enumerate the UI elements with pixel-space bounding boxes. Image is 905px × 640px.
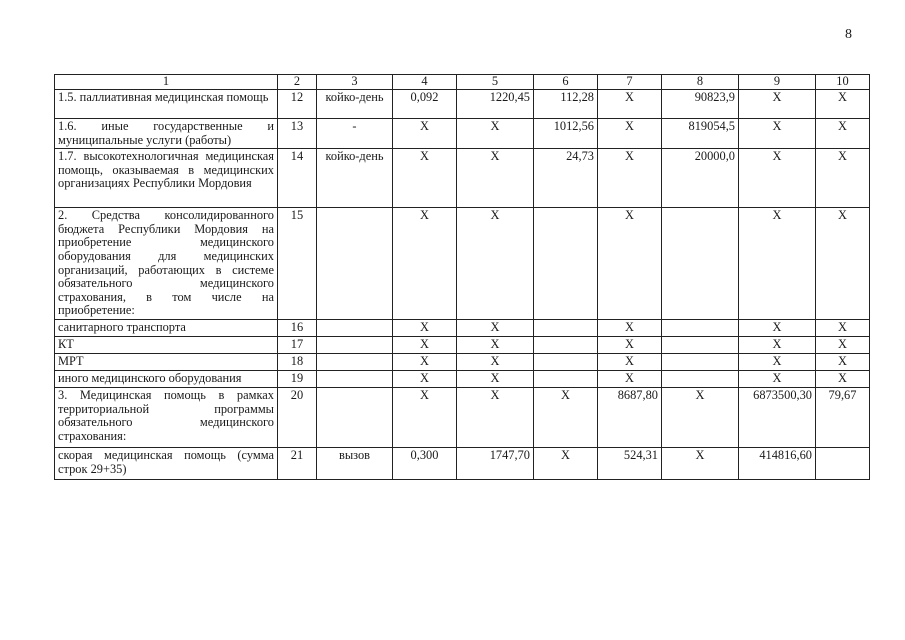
unit-cell bbox=[317, 387, 393, 447]
value-cell bbox=[534, 353, 598, 370]
row-number: 19 bbox=[278, 370, 317, 387]
value-cell: X bbox=[598, 90, 662, 119]
data-table bbox=[54, 74, 870, 480]
row-number: 18 bbox=[278, 353, 317, 370]
value-cell: X bbox=[393, 208, 457, 320]
value-cell: 414816,60 bbox=[739, 447, 816, 479]
value-cell: 24,73 bbox=[534, 149, 598, 208]
value-cell: X bbox=[739, 319, 816, 336]
value-cell: X bbox=[598, 119, 662, 149]
header-cell: 10 bbox=[816, 75, 870, 90]
value-cell: X bbox=[816, 370, 870, 387]
value-cell: X bbox=[598, 319, 662, 336]
value-cell bbox=[534, 208, 598, 320]
value-cell: 1747,70 bbox=[457, 447, 534, 479]
row-number: 14 bbox=[278, 149, 317, 208]
value-cell: X bbox=[457, 208, 534, 320]
row-name: 2. Средства консолидированного бюджета Республики Мордовия на приобретение медицинского оборудования для медицинских организаций, работающих в системе обязательного медицинского страхования, в том числе на приобретение: bbox=[55, 208, 278, 320]
value-cell: X bbox=[816, 90, 870, 119]
row-number: 21 bbox=[278, 447, 317, 479]
row-name: скорая медицинская помощь (сумма строк 29+35) bbox=[55, 447, 278, 479]
unit-cell: койко-день bbox=[317, 149, 393, 208]
value-cell: X bbox=[534, 447, 598, 479]
value-cell: X bbox=[816, 149, 870, 208]
table-row bbox=[55, 208, 870, 320]
value-cell: X bbox=[739, 119, 816, 149]
value-cell: 1220,45 bbox=[457, 90, 534, 119]
row-number: 17 bbox=[278, 336, 317, 353]
row-number: 13 bbox=[278, 119, 317, 149]
table-row bbox=[55, 447, 870, 479]
value-cell: X bbox=[816, 208, 870, 320]
row-name: иного медицинского оборудования bbox=[55, 370, 278, 387]
value-cell bbox=[662, 319, 739, 336]
value-cell: 8687,80 bbox=[598, 387, 662, 447]
value-cell: 524,31 bbox=[598, 447, 662, 479]
header-row bbox=[55, 75, 870, 90]
value-cell: 6873500,30 bbox=[739, 387, 816, 447]
value-cell bbox=[534, 336, 598, 353]
unit-cell bbox=[317, 208, 393, 320]
value-cell bbox=[662, 336, 739, 353]
table-row bbox=[55, 90, 870, 119]
row-number: 15 bbox=[278, 208, 317, 320]
value-cell: 0,092 bbox=[393, 90, 457, 119]
value-cell: X bbox=[393, 119, 457, 149]
header-cell: 4 bbox=[393, 75, 457, 90]
table-row bbox=[55, 149, 870, 208]
row-name: 1.6. иные государственные и муниципальные услуги (работы) bbox=[55, 119, 278, 149]
value-cell: X bbox=[598, 336, 662, 353]
row-name: санитарного транспорта bbox=[55, 319, 278, 336]
value-cell: X bbox=[739, 208, 816, 320]
unit-cell: койко-день bbox=[317, 90, 393, 119]
page-number: 8 bbox=[845, 27, 852, 42]
value-cell: X bbox=[393, 370, 457, 387]
header-cell: 5 bbox=[457, 75, 534, 90]
unit-cell bbox=[317, 319, 393, 336]
value-cell: X bbox=[739, 90, 816, 119]
value-cell: X bbox=[739, 149, 816, 208]
table-row bbox=[55, 353, 870, 370]
value-cell: X bbox=[598, 149, 662, 208]
value-cell: X bbox=[393, 353, 457, 370]
value-cell: X bbox=[816, 336, 870, 353]
value-cell bbox=[662, 208, 739, 320]
row-name: 1.5. паллиативная медицинская помощь bbox=[55, 90, 278, 119]
header-cell: 8 bbox=[662, 75, 739, 90]
value-cell: X bbox=[816, 353, 870, 370]
value-cell: 819054,5 bbox=[662, 119, 739, 149]
unit-cell bbox=[317, 336, 393, 353]
table-row bbox=[55, 370, 870, 387]
value-cell: X bbox=[457, 353, 534, 370]
header-cell: 9 bbox=[739, 75, 816, 90]
header-cell: 6 bbox=[534, 75, 598, 90]
value-cell: X bbox=[598, 208, 662, 320]
value-cell: X bbox=[457, 387, 534, 447]
table-row bbox=[55, 387, 870, 447]
header-cell: 1 bbox=[55, 75, 278, 90]
value-cell: 79,67 bbox=[816, 387, 870, 447]
value-cell: X bbox=[393, 319, 457, 336]
row-name: КТ bbox=[55, 336, 278, 353]
value-cell: X bbox=[598, 353, 662, 370]
value-cell: X bbox=[816, 319, 870, 336]
header-cell: 7 bbox=[598, 75, 662, 90]
value-cell: 0,300 bbox=[393, 447, 457, 479]
value-cell bbox=[662, 370, 739, 387]
table-row bbox=[55, 119, 870, 149]
value-cell: 1012,56 bbox=[534, 119, 598, 149]
value-cell: X bbox=[393, 387, 457, 447]
row-number: 16 bbox=[278, 319, 317, 336]
row-number: 20 bbox=[278, 387, 317, 447]
value-cell: X bbox=[739, 336, 816, 353]
value-cell: X bbox=[662, 387, 739, 447]
value-cell: X bbox=[816, 119, 870, 149]
table-row bbox=[55, 319, 870, 336]
value-cell: X bbox=[457, 370, 534, 387]
header-cell: 3 bbox=[317, 75, 393, 90]
header-cell: 2 bbox=[278, 75, 317, 90]
value-cell: X bbox=[598, 370, 662, 387]
unit-cell bbox=[317, 353, 393, 370]
value-cell: 112,28 bbox=[534, 90, 598, 119]
value-cell: X bbox=[393, 336, 457, 353]
value-cell: X bbox=[457, 336, 534, 353]
row-name: 3. Медицинская помощь в рамках территориальной программы обязательного медицинского страхования: bbox=[55, 387, 278, 447]
table-row bbox=[55, 336, 870, 353]
value-cell: X bbox=[457, 119, 534, 149]
value-cell: X bbox=[534, 387, 598, 447]
value-cell: X bbox=[739, 370, 816, 387]
value-cell: X bbox=[457, 149, 534, 208]
unit-cell: вызов bbox=[317, 447, 393, 479]
value-cell bbox=[534, 319, 598, 336]
value-cell: X bbox=[662, 447, 739, 479]
value-cell: 20000,0 bbox=[662, 149, 739, 208]
value-cell: X bbox=[457, 319, 534, 336]
row-number: 12 bbox=[278, 90, 317, 119]
value-cell bbox=[662, 353, 739, 370]
value-cell: 90823,9 bbox=[662, 90, 739, 119]
value-cell: X bbox=[739, 353, 816, 370]
row-name: 1.7. высокотехнологичная медицинская помощь, оказываемая в медицинских организациях Республики Мордовия bbox=[55, 149, 278, 208]
unit-cell bbox=[317, 370, 393, 387]
value-cell: X bbox=[393, 149, 457, 208]
value-cell bbox=[534, 370, 598, 387]
unit-cell: - bbox=[317, 119, 393, 149]
row-name: МРТ bbox=[55, 353, 278, 370]
value-cell bbox=[816, 447, 870, 479]
